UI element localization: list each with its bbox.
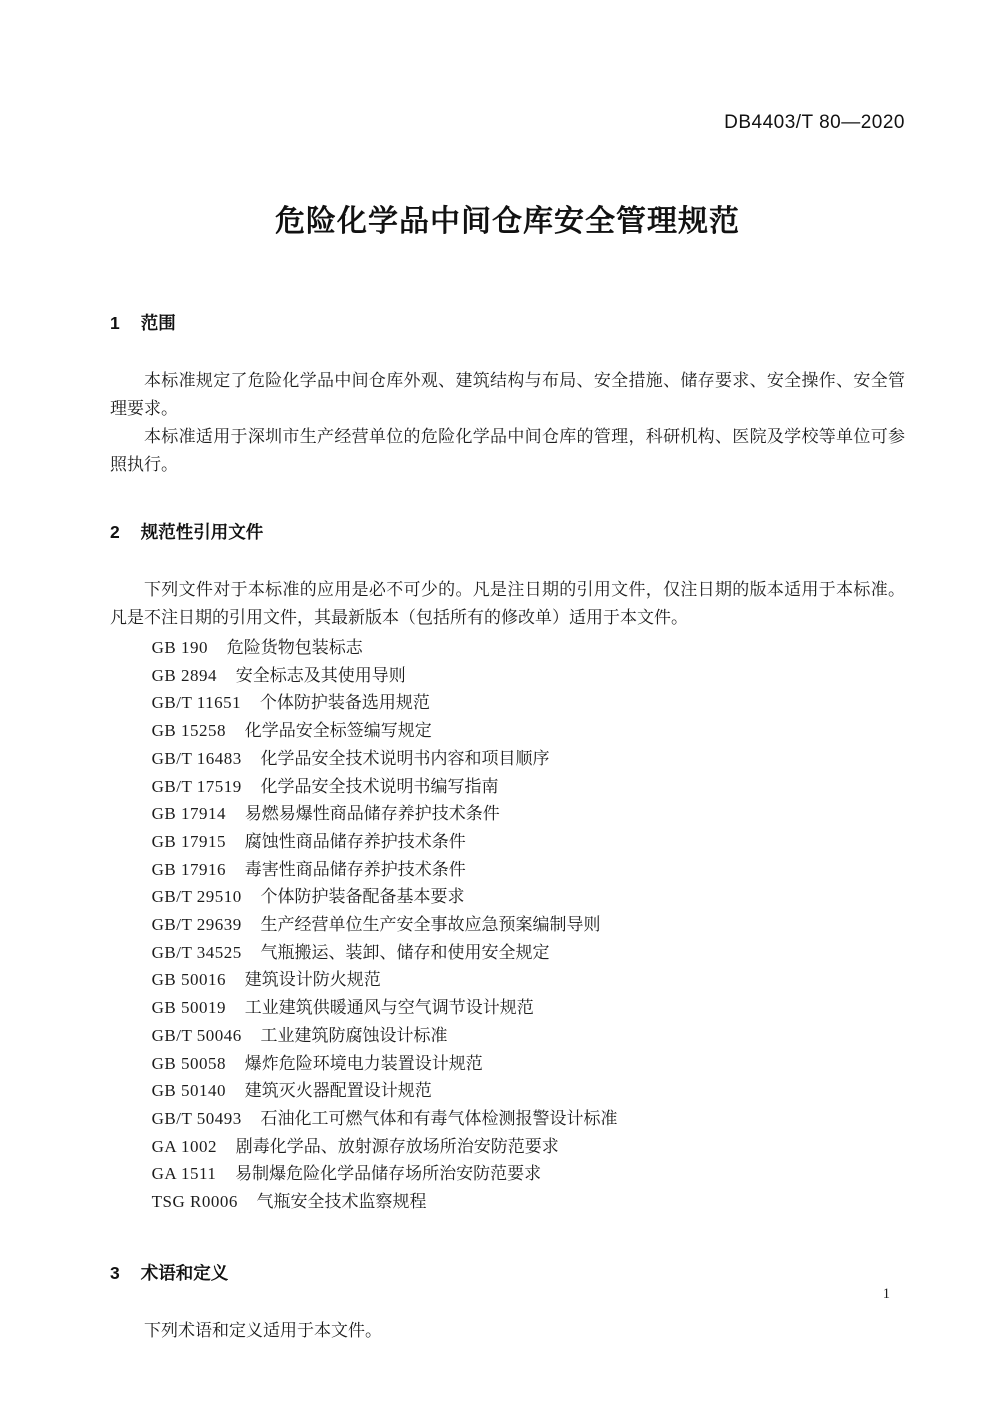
reference-code: GB 2894 [151, 665, 218, 685]
reference-code: GB/T 50046 [151, 1025, 242, 1045]
section-normative-references [110, 519, 905, 1216]
reference-item [152, 1160, 905, 1188]
reference-item [152, 745, 905, 773]
page-number: 1 [882, 1286, 890, 1302]
reference-title: 毒害性商品储存养护技术条件 [244, 859, 466, 879]
reference-title: 易燃易爆性商品储存养护技术条件 [244, 804, 500, 824]
reference-code: GB 17916 [151, 859, 227, 879]
reference-code: GB 50058 [151, 1053, 227, 1073]
reference-title: 个体防护装备配备基本要求 [260, 887, 465, 907]
reference-item [152, 994, 905, 1022]
reference-title: 建筑设计防火规范 [244, 970, 381, 990]
reference-title: 剧毒化学品、放射源存放场所治安防范要求 [235, 1136, 559, 1156]
reference-code: GB/T 34525 [151, 942, 242, 962]
section-2-heading [110, 519, 905, 544]
reference-item [152, 800, 905, 828]
section-scope [110, 310, 905, 479]
reference-list [110, 634, 905, 1216]
reference-title: 化学品安全技术说明书内容和项目顺序 [260, 748, 550, 768]
reference-title: 工业建筑防腐蚀设计标准 [260, 1025, 448, 1045]
reference-title: 危险货物包装标志 [226, 638, 363, 657]
section-1-heading [110, 310, 905, 335]
reference-title: 化学品安全技术说明书编写指南 [260, 776, 499, 796]
reference-code: GB/T 29510 [151, 887, 242, 907]
reference-title: 化学品安全标签编写规定 [244, 721, 432, 741]
document-title: 危险化学品中间仓库安全管理规范 [275, 205, 740, 238]
reference-code: GB 50019 [151, 998, 227, 1018]
reference-code: GB 15258 [151, 721, 227, 741]
standard-number-header: DB4403/T 80—2020 [724, 112, 905, 133]
reference-title: 爆炸危险环境电力装置设计规范 [244, 1053, 483, 1073]
reference-item [152, 773, 905, 801]
reference-code: GB/T 29639 [151, 915, 242, 935]
section-1-paragraph-2: 本标准适用于深圳市生产经营单位的危险化学品中间仓库的管理，科研机构、医院及学校等单位可参照执行。 [110, 427, 905, 474]
reference-title: 气瓶安全技术监察规程 [256, 1192, 427, 1212]
reference-title: 工业建筑供暖通风与空气调节设计规范 [244, 998, 534, 1018]
section-3-heading [110, 1260, 905, 1285]
reference-item [152, 1050, 905, 1078]
reference-item [152, 717, 905, 745]
reference-code: GB/T 11651 [151, 693, 242, 713]
section-2-number: 2 [110, 522, 120, 542]
reference-code: GB 17915 [151, 831, 227, 851]
reference-code: GB/T 50493 [151, 1108, 242, 1128]
reference-title: 石油化工可燃气体和有毒气体检测报警设计标准 [260, 1108, 618, 1128]
section-1-number: 1 [110, 313, 120, 333]
reference-item [152, 1188, 905, 1216]
reference-item [152, 662, 905, 690]
reference-item [152, 828, 905, 856]
reference-code: GB 190 [151, 638, 209, 657]
section-2-title: 规范性引用文件 [140, 522, 264, 542]
section-1-title: 范围 [140, 313, 176, 333]
reference-item [152, 939, 905, 967]
reference-item [152, 1133, 905, 1161]
section-1-paragraph-1: 本标准规定了危险化学品中间仓库外观、建筑结构与布局、安全措施、储存要求、安全操作、安全管理要求。 [110, 371, 905, 418]
reference-code: GB 50016 [151, 970, 227, 990]
reference-title: 易制爆危险化学品储存场所治安防范要求 [235, 1164, 542, 1184]
reference-item [152, 911, 905, 939]
section-2-intro: 下列文件对于本标准的应用是必不可少的。凡是注日期的引用文件，仅注日期的版本适用于本标准。凡是不注日期的引用文件，其最新版本（包括所有的修改单）适用于本文件。 [110, 580, 905, 627]
reference-title: 生产经营单位生产安全事故应急预案编制导则 [260, 915, 601, 935]
section-3-number: 3 [110, 1262, 120, 1283]
reference-title: 腐蚀性商品储存养护技术条件 [244, 831, 466, 851]
reference-item [152, 1105, 905, 1133]
reference-item [152, 883, 905, 911]
reference-title: 个体防护装备选用规范 [259, 693, 430, 713]
reference-item [152, 1077, 905, 1105]
reference-item [152, 856, 905, 884]
reference-title: 建筑灭火器配置设计规范 [244, 1081, 432, 1101]
reference-item [152, 1022, 905, 1050]
reference-title: 安全标志及其使用导则 [235, 665, 406, 685]
reference-code: GB/T 17519 [151, 776, 242, 796]
reference-code: GB/T 16483 [151, 748, 242, 768]
section-terms-definitions [110, 1260, 905, 1345]
reference-code: GA 1511 [151, 1164, 217, 1184]
reference-code: GA 1002 [151, 1136, 218, 1156]
reference-title: 气瓶搬运、装卸、储存和使用安全规定 [260, 942, 550, 962]
reference-item [152, 634, 905, 662]
reference-code: TSG R0006 [151, 1192, 238, 1212]
section-3-paragraph-1: 下列术语和定义适用于本文件。 [144, 1320, 382, 1340]
section-3-title: 术语和定义 [140, 1262, 229, 1283]
reference-item [152, 689, 905, 717]
reference-code: GB 50140 [151, 1081, 227, 1101]
reference-code: GB 17914 [151, 804, 227, 824]
reference-item [152, 966, 905, 994]
